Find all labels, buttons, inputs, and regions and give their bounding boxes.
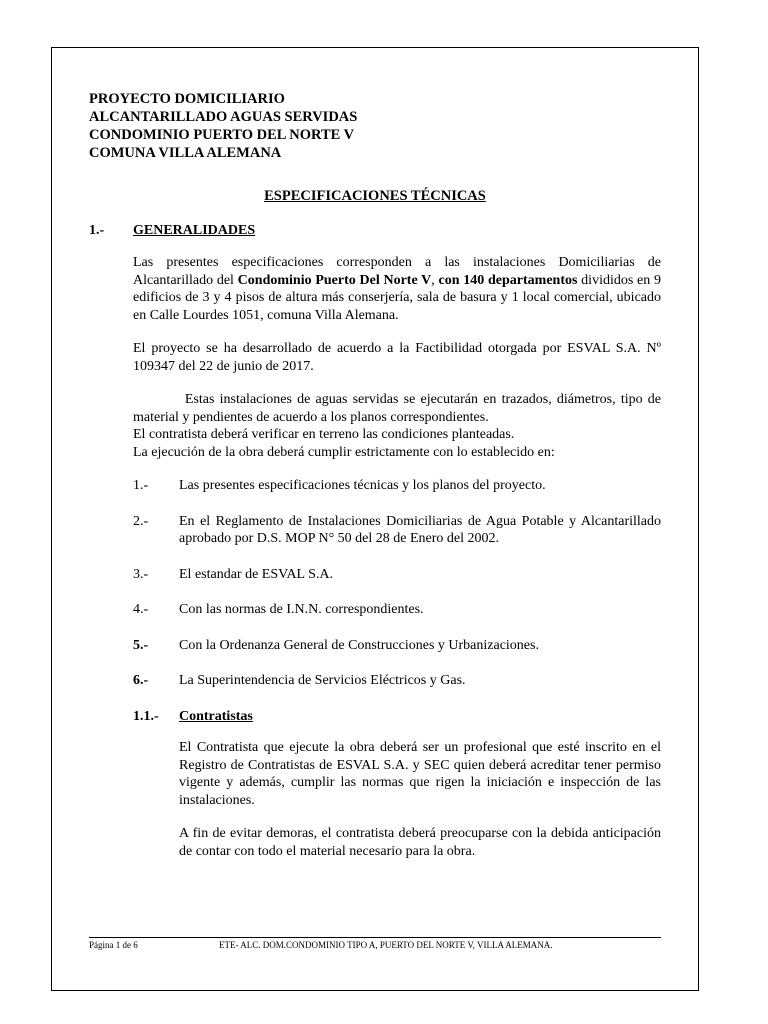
- item-text: Con las normas de I.N.N. correspondientes.: [179, 602, 424, 617]
- subsection-number: 1.1.-: [133, 708, 159, 724]
- paragraph-line: Estas instalaciones de aguas servidas se ejecutarán en trazados, diámetros, tipo de material y pendientes de acuerdo a los planos correspondientes.: [133, 392, 665, 425]
- section-body: [133, 254, 665, 725]
- list-item: [133, 566, 661, 584]
- item-number: 1.-: [133, 478, 149, 493]
- list-item: [133, 637, 661, 655]
- item-text: En el Reglamento de Instalaciones Domiciliarias de Agua Potable y Alcantarillado aprobado por D.S. MOP N° 50 del 28 de Enero del 2002.: [179, 513, 661, 546]
- text-run: Las presentes especificaciones corresponden a las instalaciones Domiciliarias de Alcantarillado del: [133, 255, 661, 288]
- document-title: ESPECIFICACIONES TÉCNICAS: [264, 188, 486, 204]
- subsection-heading: [133, 708, 661, 726]
- page-number: Página 1 de 6: [89, 940, 138, 950]
- paragraph-execution: [133, 391, 665, 461]
- bold-text: Condominio Puerto Del Norte V: [237, 272, 432, 288]
- paragraph-factibilidad: El proyecto se ha desarrollado de acuerdo a la Factibilidad otorgada por ESVAL S.A. Nº 109347 del 22 de junio de 2017.: [133, 341, 661, 374]
- item-text: Las presentes especificaciones técnicas y los planos del proyecto.: [179, 478, 546, 493]
- footer-reference: ETE- ALC. DOM.CONDOMINIO TIPO A, PUERTO DEL NORTE V, VILLA ALEMANA.: [219, 940, 553, 950]
- project-header: [89, 90, 661, 162]
- item-number: 2.-: [133, 513, 149, 529]
- page-footer: [89, 940, 661, 951]
- item-text: Con la Ordenanza General de Construcciones y Urbanizaciones.: [179, 637, 539, 653]
- bold-text: con 140 departamentos: [438, 272, 578, 288]
- paragraph-line: El contratista deberá verificar en terreno las condiciones planteadas.: [133, 427, 515, 442]
- section-heading: [89, 222, 661, 240]
- document-body: [89, 90, 665, 860]
- item-text: El estandar de ESVAL S.A.: [179, 566, 333, 582]
- header-line: CONDOMINIO PUERTO DEL NORTE V: [89, 127, 355, 143]
- item-number: 6.-: [133, 673, 149, 688]
- subsection-title: Contratistas: [179, 708, 253, 724]
- header-line: COMUNA VILLA ALEMANA: [89, 145, 282, 161]
- subsection-body: [179, 739, 661, 860]
- item-number: 5.-: [133, 637, 149, 653]
- section-title: GENERALIDADES: [133, 222, 256, 238]
- paragraph-materials: A fin de evitar demoras, el contratista deberá preocuparse con la debida anticipación de contar con todo el material necesario para la obra.: [179, 826, 661, 859]
- item-text: La Superintendencia de Servicios Eléctricos y Gas.: [179, 673, 466, 688]
- text-run: ,: [431, 272, 439, 288]
- list-item: [133, 601, 661, 619]
- list-item: [133, 513, 661, 548]
- paragraph-contractor: El Contratista que ejecute la obra deberá ser un profesional que esté inscrito en el Registro de Contratistas de ESVAL S.A. y SEC quien deberá acreditar tener permiso vigente y además, cumplir las normas que rigen la iniciación e inspección de las instalaciones.: [179, 740, 661, 808]
- item-number: 4.-: [133, 602, 149, 617]
- paragraph-intro: [133, 254, 661, 324]
- section-number: 1.-: [89, 222, 105, 238]
- header-line: PROYECTO DOMICILIARIO: [89, 91, 285, 107]
- paragraph-line: La ejecución de la obra deberá cumplir estrictamente con lo establecido en:: [133, 444, 555, 460]
- header-line: ALCANTARILLADO AGUAS SERVIDAS: [89, 109, 358, 125]
- footer-divider: [89, 937, 661, 938]
- list-item: [133, 477, 661, 495]
- item-number: 3.-: [133, 566, 149, 582]
- text-run: divididos en 9 edificios de 3 y 4 pisos de altura más conserjería, sala de basura y 1 local comercial, ubicado en Calle Lourdes 1051, comuna Villa Alemana.: [133, 272, 661, 323]
- list-item: [133, 672, 661, 690]
